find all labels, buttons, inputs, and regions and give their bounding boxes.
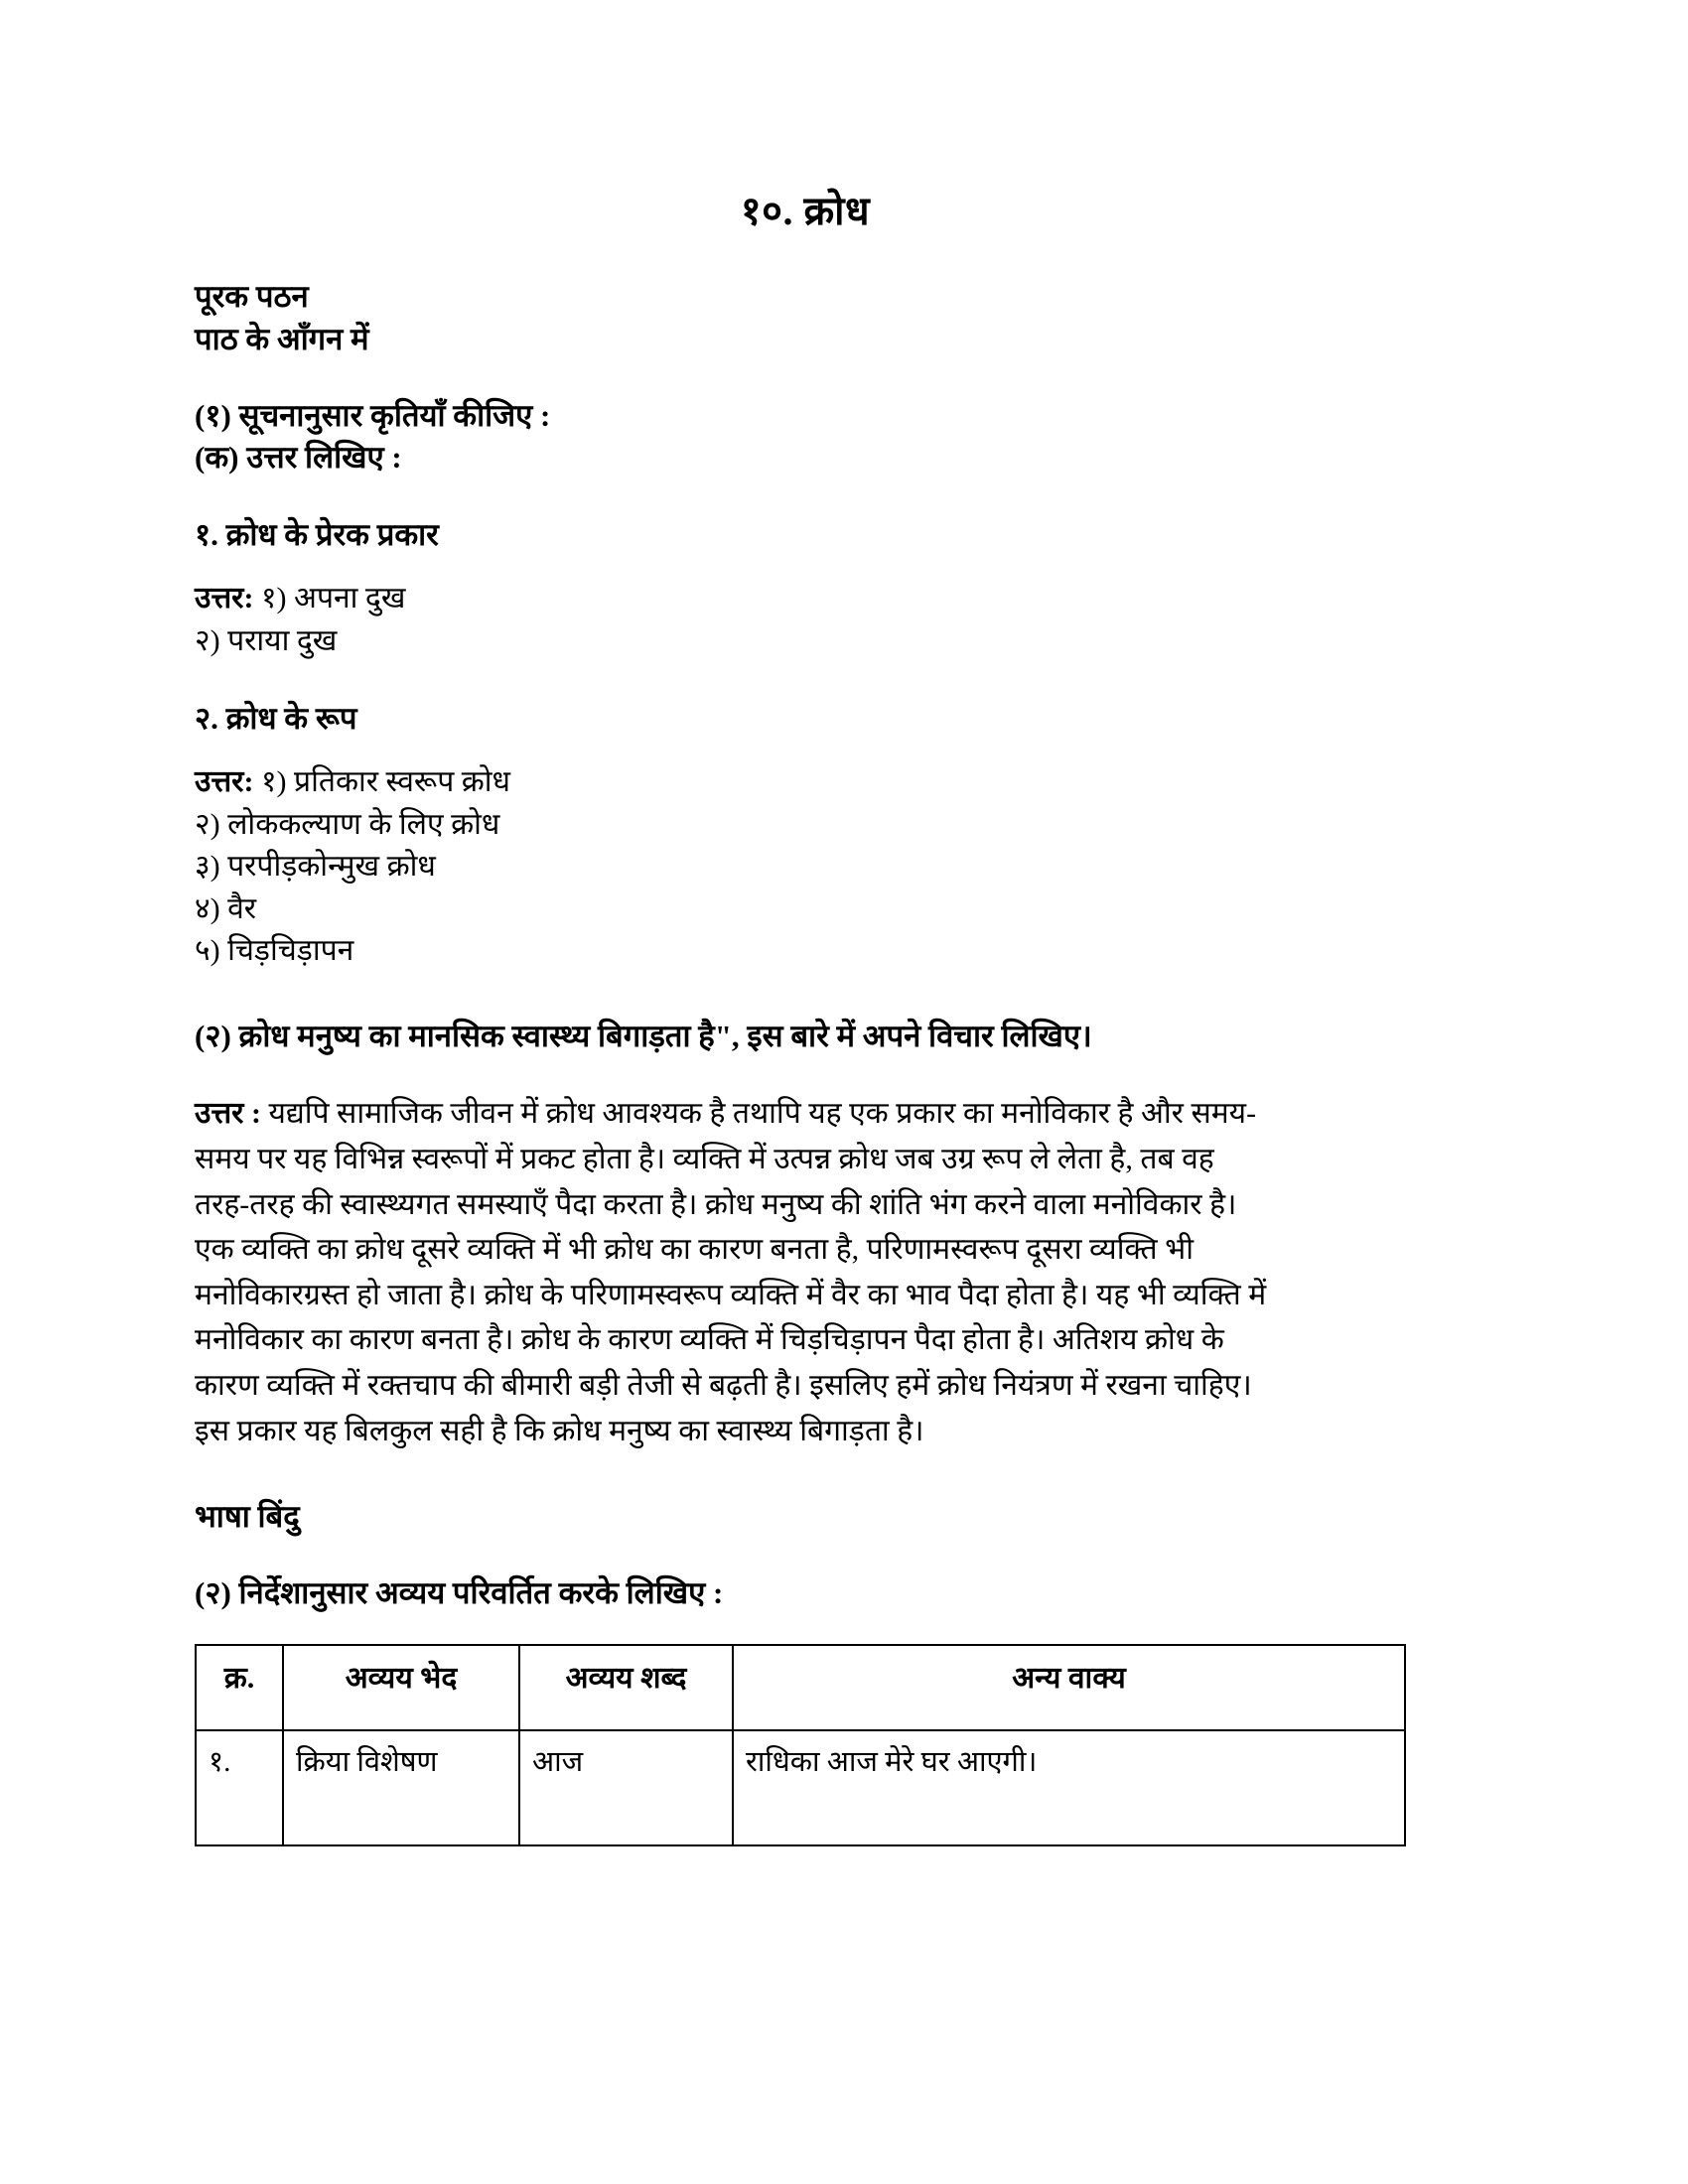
- essay-answer-line-3: तरह-तरह की स्वास्थ्यगत समस्याएँ पैदा करता है। क्रोध मनुष्य की शांति भंग करने वाला मनोविकार है।: [195, 1187, 1237, 1221]
- table-row: [196, 1730, 1405, 1845]
- essay-answer-line-2: समय पर यह विभिन्न स्वरूपों में प्रकट होता है। व्यक्ति में उत्पन्न क्रोध जब उग्र रूप ले लेता है, तब वह: [195, 1142, 1214, 1175]
- essay-answer-line-1: [195, 1091, 1416, 1137]
- essay-answer: [195, 1091, 1416, 1453]
- question-2-answer-line-1: [195, 761, 1416, 804]
- answer-label: उत्तर :: [195, 1097, 261, 1131]
- essay-answer-line-7: कारण व्यक्ति में रक्तचाप की बीमारी बड़ी तेजी से बढ़ती है। इसलिए हमें क्रोध नियंत्रण में रखना चाहिए।: [195, 1368, 1252, 1402]
- answer-label: उत्तर:: [195, 582, 254, 615]
- table-header-row: [196, 1645, 1405, 1730]
- table-cell-serial: १.: [196, 1730, 283, 1845]
- instruction-block: [195, 395, 1416, 480]
- table-header-vakya: अन्य वाक्य: [733, 1645, 1405, 1730]
- essay-answer-line-5: मनोविकारग्रस्त हो जाता है। क्रोध के परिणामस्वरूप व्यक्ति में वैर का भाव पैदा होता है। यह भी व्यक्ति में: [195, 1278, 1267, 1311]
- question-2-answer-line-3: ३) परपीड़कोन्मुख क्रोध: [195, 850, 436, 884]
- question-1-block: [195, 513, 1416, 663]
- essay-question-block: [195, 1015, 1416, 1057]
- question-1-answer-line-2: २) पराया दुख: [195, 624, 338, 658]
- essay-answer-line-8: इस प्रकार यह बिलकुल सही है कि क्रोध मनुष्य का स्वास्थ्य बिगाड़ता है।: [195, 1414, 924, 1447]
- instruction-1: (१) सूचनानुसार कृतियाँ कीजिए :: [195, 397, 551, 433]
- section-heading: पाठ के आँगन में: [195, 321, 369, 356]
- answer-item: १) प्रतिकार स्वरूप क्रोध: [260, 765, 511, 799]
- answer-label: उत्तर:: [195, 765, 254, 799]
- supplementary-block: [195, 276, 1416, 361]
- table-cell-vakya: राधिका आज मेरे घर आएगी।: [733, 1730, 1405, 1845]
- question-1-heading: १. क्रोध के प्रेरक प्रकार: [195, 517, 439, 553]
- table-cell-shabd: आज: [519, 1730, 733, 1845]
- essay-answer-line-4: एक व्यक्ति का क्रोध दूसरे व्यक्ति में भी क्रोध का कारण बनता है, परिणामस्वरूप दूसरा व्यक्ति भी: [195, 1233, 1195, 1267]
- supplementary-heading: पूरक पठन: [195, 279, 309, 314]
- language-section-heading: भाषा बिंदु: [195, 1499, 300, 1535]
- table-cell-bhed: क्रिया विशेषण: [283, 1730, 519, 1845]
- question-2-answer-line-5: ५) चिड़चिड़ापन: [195, 934, 354, 968]
- table-header-bhed: अव्यय भेद: [283, 1645, 519, 1730]
- essay-answer-text: यद्यपि सामाजिक जीवन में क्रोध आवश्यक है तथापि यह एक प्रकार का मनोविकार है और समय-: [268, 1097, 1257, 1131]
- avyay-table: [195, 1644, 1406, 1846]
- page-title: १०. क्रोध: [740, 189, 871, 233]
- essay-prompt: (२) क्रोध मनुष्य का मानसिक स्वास्थ्य बिगाड़ता है", इस बारे में अपने विचार लिखिए।: [195, 1019, 1092, 1053]
- question-1-answer-line-1: [195, 578, 1416, 620]
- answer-item: १) अपना दुख: [260, 582, 406, 615]
- instruction-1a: (क) उत्तर लिखिए :: [195, 440, 402, 476]
- language-section-instruction: (२) निर्देशानुसार अव्यय परिवर्तित करके लिखिए :: [195, 1574, 724, 1610]
- question-2-block: [195, 697, 1416, 973]
- table-header-serial: क्र.: [196, 1645, 283, 1730]
- essay-answer-line-6: मनोविकार का कारण बनता है। क्रोध के कारण व्यक्ति में चिड़चिड़ापन पैदा होता है। अतिशय क्रोध के: [195, 1323, 1224, 1357]
- question-2-heading: २. क्रोध के रूप: [195, 700, 357, 736]
- question-2-answer-line-2: २) लोककल्याण के लिए क्रोध: [195, 807, 500, 841]
- question-2-answer-line-4: ४) वैर: [195, 891, 257, 925]
- table-header-shabd: अव्यय शब्द: [519, 1645, 733, 1730]
- document-content: [195, 0, 1416, 1846]
